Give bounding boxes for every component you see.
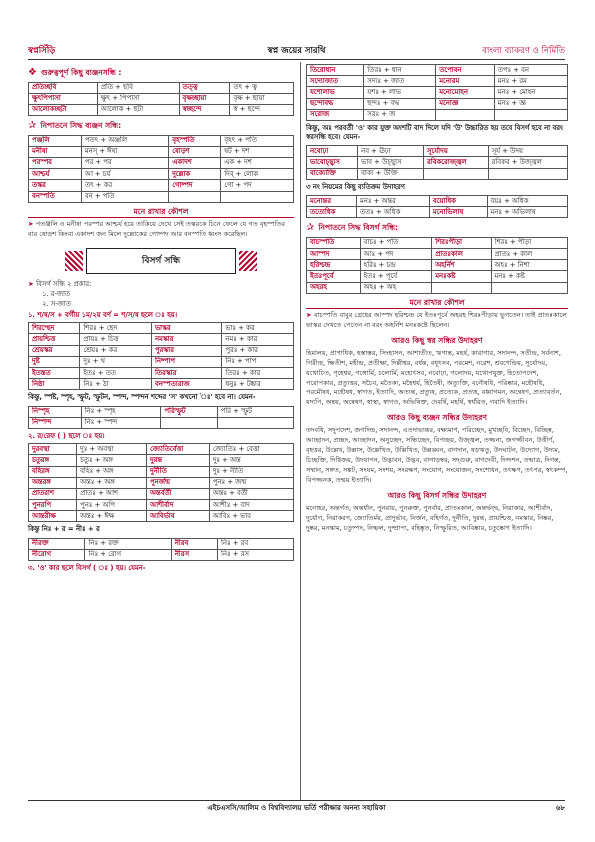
split-cell: আ + চর্য [81, 169, 168, 180]
split-cell: তপঃ + বন [494, 65, 567, 76]
table-row [307, 65, 568, 76]
split-cell: রবিকর + উজ্জ্বল [488, 157, 567, 168]
split-cell: মনস্ + ঈষা [81, 146, 168, 157]
word-cell: দুরবস্থা [29, 444, 77, 455]
examples-text: তদবধি, সদুপদেশ, জগদিন্দ্র, সদানন্দ, এতদাভ্যন্তর, বক্ষ্যমাণ, পরিচ্ছেদ, মুখচ্ছবি, বিচ্ছেদ, বিচ্ছিন্ন, আচ্ছাদন, প্রচ্ছদ, আচ্ছাদন, অনুচ্ছেদ, সন্ধিচ্ছেদ, বিপচ্ছয়, উজ্জ্বল, তজ্জন্য, জগজ্জীবন, উত্তীর্ণ, বৃহত্তর, উল্লেখ, উল্লাস, উল্লেখিত, উল্লিখিত, উল্লঙ্ঘন, বাগদান, ষড়ঋতু, উদঘাটন, উদ্যোগ, উদ্যম, চিচ্ছক্তি, দিগ্বিজয়, উদযাপন, উদ্ভাবন, উদ্ভব, বাগাড়ম্বর, সদ্গুরু, বাগদেবী, দিগ্দশন, তন্মাত্র, দিগন্ত, সম্মান, সঙ্গত, সঙ্কট, সংযম, সংশয়, সংরক্ষণ, সংযোগ, সংযোজন, সংশোধন, তৎক্ষণ, তৎপর, স্বৎকম্প, বিপজ্জনক, তন্ময় ইত্যাদি। [306, 426, 568, 484]
split-cell [491, 282, 568, 293]
word-cell: বাচস্পতি [307, 237, 361, 248]
word-cell: বয়োধিক [429, 196, 487, 207]
tip-text: ➤ বাচস্পতি বাবুর গ্রেহের আস্পদ হরিশ্চন্দ্র যে ইতঃপূর্বে অহরহ শিরঃপীড়ায় ভুগতেন। তাই প্রাতঃকালে ভাস্কর দেখতে পেতেন না বরং অহর্নিশ মনঃকষ্টে ছিলেন। [306, 310, 567, 329]
table-row [307, 168, 568, 179]
split-cell: জ্যোতিঃ + বেত্তা [209, 444, 293, 455]
split-cell: মনঃ + অভিলাষ [487, 207, 568, 218]
split-cell: নিঃ + রব [217, 538, 293, 549]
left-column [28, 64, 294, 575]
split-cell: আবিঃ + ভাব [209, 511, 293, 522]
table-row [29, 180, 294, 191]
word-cell: নবোঢ়া [307, 146, 358, 157]
table-row [307, 260, 568, 271]
word-cell: রবিকরোজ্জ্বল [424, 157, 489, 168]
word-cell: চতুরঙ্গ [29, 455, 77, 466]
split-cell: ভাঃ + কর [222, 323, 294, 334]
split-cell: দুঃ + অবস্থা [77, 444, 147, 455]
word-cell: গোষ্পদ [169, 180, 221, 191]
word-cell: আশীর্বাদ [147, 500, 210, 511]
split-cell: বয়ঃ + অধিক [487, 196, 568, 207]
table-row [307, 98, 568, 109]
split-cell: দিব্ + লোক [221, 169, 294, 180]
header-tagline: স্বপ্ন জয়ের সারথি [267, 46, 326, 56]
word-cell: স্বচ্ছন্দে [179, 104, 230, 115]
split-cell: তৎ + ত্ব [230, 82, 294, 93]
example-table [306, 195, 568, 218]
word-cell: শ্রেয়স্কর [29, 345, 80, 356]
word-cell: আন্তরীক্ষ [29, 511, 77, 522]
table-row [29, 444, 294, 455]
split-cell: শিরঃ + পীড়া [491, 237, 568, 248]
split-cell: নিঃ + স্পৃহ [81, 406, 161, 417]
table-row [29, 135, 294, 146]
header-brand: স্বপ্নসিঁড়ি [28, 46, 56, 56]
table-row [29, 323, 294, 334]
rule-text: ৩. 'ও' কার ছলে বিসর্গ ( ঃ ) হয়। যেমন- [28, 563, 146, 572]
word-cell: নিস্পৃহ [29, 406, 82, 417]
split-cell: মনঃ + অন্তর [357, 196, 430, 207]
example-table [28, 538, 294, 561]
split-cell: পতৎ + অঞ্জলি [81, 135, 168, 146]
split-cell: ষট + দশ [221, 146, 294, 157]
word-cell: বৃহস্পতি [169, 135, 221, 146]
word-cell: প্রাতরাশ [29, 488, 77, 499]
word-cell: বনস্পতি [29, 191, 82, 202]
word-cell: হরিশ্চন্দ্র [307, 260, 361, 271]
split-cell: প্রাতঃ + আশ [77, 488, 147, 499]
word-cell: মনোরম [436, 76, 495, 87]
split-cell: অন্তঃ + অঙ্গ [77, 477, 147, 488]
split-cell: মনঃ + জ্ঞ [494, 98, 567, 109]
split-cell: নিঃ + রোগ [85, 549, 171, 560]
word-cell: প্রায়শ্চিত্ত [29, 334, 80, 345]
split-cell: এক + দশ [221, 157, 294, 168]
word-cell: সূর্যোদয় [424, 146, 489, 157]
word-cell [169, 191, 221, 202]
tip-title: মনে রাখার কৌশল [28, 207, 294, 218]
word-cell: ষোড়শ [169, 146, 221, 157]
star-icon: ✰ [306, 222, 315, 234]
word-cell: তিরোধান [307, 65, 364, 76]
word-cell [161, 417, 217, 428]
word-cell: নীরস [171, 549, 217, 560]
split-cell [221, 191, 294, 202]
split-cell: অহঃ + নিশা [491, 260, 568, 271]
split-cell: পর + পর [81, 157, 168, 168]
split-cell: নিঃ + পাপ [222, 356, 294, 367]
table-row [29, 379, 294, 390]
word-cell: পঞ্জলি [29, 135, 82, 146]
example-table [28, 443, 294, 522]
split-cell: তিরঃ + কার [222, 368, 294, 379]
table-row [307, 196, 568, 207]
example-table [28, 135, 294, 203]
split-cell: বাচঃ + পতি [360, 237, 432, 248]
word-cell: অহর্নিশ [432, 260, 491, 271]
example-table [306, 145, 568, 180]
word-cell: অন্তর্বর্তী [147, 488, 210, 499]
split-cell: আশীঃ + বাদ [209, 500, 293, 511]
table-row [307, 271, 568, 282]
split-cell: মনঃ + কষ্ট [491, 271, 568, 282]
table-row [29, 549, 294, 560]
split-cell: পুনঃ + অপি [77, 500, 147, 511]
word-cell: তস্কর [29, 180, 82, 191]
split-cell: পরি + স্ফুট [217, 406, 293, 417]
word-cell: আলোকচ্ছটা [29, 104, 98, 115]
word-cell: নীরব [171, 538, 217, 549]
column-divider [300, 62, 301, 800]
note-text: কিন্তু, অঃ পরবর্তী 'ও' কার যুক্ত অংশটি বাদ দিলে যদি 'উ' উচ্চারিত হয় তবে বিসর্গ হবে না বরং স্বরসন্ধি হবে। যেমন- [306, 123, 563, 142]
examples-heading: আরও কিছু ব্যঞ্জন সন্ধির উদাহরণ [387, 413, 487, 423]
table-row [307, 76, 568, 87]
split-cell: ইতঃ + তত [80, 368, 152, 379]
word-cell: বনস্পত্যরাজ [151, 379, 221, 390]
table-row [307, 109, 568, 120]
table-row [29, 191, 294, 202]
word-cell: নিষ্ঠা [29, 379, 80, 390]
section-title: ✰ নিপাতনে সিদ্ধ বিসর্গ সন্ধি: [306, 222, 399, 234]
word-cell: দুল্লোক [169, 169, 221, 180]
word-cell: একাদশ [169, 157, 221, 168]
split-cell: পুনঃ + জন্ম [209, 477, 293, 488]
word-cell: জ্যোতির্বেত্তা [147, 444, 210, 455]
word-cell: প্রাতঃকাল [432, 249, 491, 260]
note-text: কিন্তু নিঃ + র = নীঃ + র [28, 525, 100, 534]
split-cell: চতুঃ + অঙ্গ [77, 455, 147, 466]
table-row [307, 146, 568, 157]
example-table [28, 322, 294, 390]
split-cell: অহঃ + অহ [360, 282, 432, 293]
examples-text: হিমালয়, প্রাণাধিক, হস্তাস্তর, সিংহাসন, আশাতীত, ঋণান্ত, মহর্ষ, কারাগার, সদানন্দ, সতীন্দ্র, সর্বনাশ, গিরীন্দ্র, ক্ষিতীশ, মহীন্দ্র, প্রতীক্ষা, দিল্লীশ্বর, বর্ধন্ত, বধূৎসব, পরমেশ, নরেশ, শ্রবণেন্দ্রিয়, সূর্যোদয়, যথোচিত, গৃহেশ্বর, গঙ্গোর্মি, চলোর্মি, মহোৎসব, নবোঢ়া, গলোদয়, যথোপযুক্ত, হিতোপদেশ, পরোপকার, প্রত্যুত্তর, সচৈব, মতৈক্য, মহৈশ্বর্য, হিতৈষী, অত্যুক্তি, বনৌষধি, পরিষ্কার, মহৌষধি, পরমৌষধ, মহৌষধ, স্বাগত, ইত্যাদি, অত্যন্ত, প্রত্যুষ, প্রত্যেক, প্রত্যহ, বধ্বাগমন, অন্বেষণ, প্রত্যাবর্তন, যদ্যপি, অন্বয়, অন্বেষণ, স্বাস্থ্য, স্বাগত, অভিষিক্ত, দেবর্ষি, মহর্ষি, স্বর্ধরিত, গবাদি ইত্যাদি। [306, 348, 562, 407]
split-cell [494, 109, 567, 120]
split-cell: সরঃ + জ [364, 109, 436, 120]
word-cell: নিস্পন্দ [29, 417, 82, 428]
word-cell: পুনরপি [29, 500, 77, 511]
word-cell [424, 168, 489, 179]
type-item: ১. র-জাত [42, 289, 71, 298]
split-cell: অন্তঃ + বর্তী [209, 488, 293, 499]
split-cell: নিঃ + রস [217, 549, 293, 560]
word-cell: পুনর্জন্ম [147, 477, 210, 488]
page-footer [28, 800, 565, 812]
word-cell: সদ্যোজাত [307, 76, 364, 87]
header-rule [28, 59, 565, 60]
word-cell: দুর্নীতি [147, 466, 210, 477]
tip-text: ➤ পতঞ্জলি ও মনীষা পরস্পর আশ্চর্য হয়ে তাকিয়ে দেখে সেই তস্করকে চিনে ফেলে যে গত বৃহস্পতির বার ষোড়শ কিংবা একাদশ জন মিলে দুল্লোকের গোষ্পদ আর বনস্পতি ধ্বংস করেছিল। [28, 219, 285, 238]
star-icon: ✰ [28, 120, 37, 132]
split-cell: বন + পতি [81, 191, 168, 202]
section-title: ৩ নং নিয়মের কিছু ব্যতিক্রম উদাহরণ [306, 182, 405, 191]
word-cell: অন্তরঙ্গ [29, 477, 77, 488]
split-cell: ভাব + উচ্ছ্বাস [358, 157, 424, 168]
arrow-icon: ➤ [306, 310, 314, 319]
arrow-icon: ➤ [28, 279, 37, 288]
split-cell: ছন্দঃ + বদ্ধ [364, 98, 436, 109]
split-cell: ধনুঃ + টঙ্কার [222, 379, 294, 390]
word-cell: নীরোগ [29, 549, 85, 560]
word-cell [436, 109, 495, 120]
word-cell: পরস্পর [29, 157, 82, 168]
header-subject: বাংলা ব্যাকরণ ও নির্মিতি [482, 46, 565, 56]
table-row [29, 455, 294, 466]
table-row [29, 406, 294, 417]
split-cell: শ্রেয়ঃ + কর [80, 345, 152, 356]
section-title: ❖ গুরুত্বপূর্ণ কিছু ব্যঞ্জনসন্ধি : [28, 67, 122, 78]
examples-text: মনোহর, অন্তর্গত, অন্তর্ধান, পুনরায়, পুনরুক্ত, পুনর্বার, প্রাতঃকাল, অন্তর্দ্বন্দ্ব, নিরাকার, আশীর্বাদ, দুর্যোগ, নিরাকরণ, জ্যোতির্ময়, প্রাদুর্ভাব, নির্জন, বহির্গত, দুর্নীতি, দুরন্ত, প্রায়শ্চিত্ত, নমস্কার, নিষ্কর, দুষ্কর, মনস্কাম, চতুষ্পদ, নিষ্ফল, দুষ্প্রাপ্য, বহিষ্কৃত, নিস্ফুরিত, আবিষ্কার, চতুষ্কোণ ইত্যাদি। [306, 503, 554, 532]
split-cell: তৎ + কর [81, 180, 168, 191]
split-cell: হরিঃ + চন্দ্র [360, 260, 432, 271]
table-row [29, 466, 294, 477]
table-row [29, 104, 294, 115]
split-cell: আলোক + ছটা [97, 104, 179, 115]
table-row [307, 249, 568, 260]
table-row [29, 477, 294, 488]
split-cell: নিঃ + রক্ত [85, 538, 171, 549]
split-cell: শিরঃ + ছেদ [80, 323, 152, 334]
split-cell: তিরঃ + ধান [364, 65, 436, 76]
split-cell: ততঃ + অধিক [357, 207, 430, 218]
word-cell: মনোন্তর [307, 196, 357, 207]
table-row [29, 345, 294, 356]
word-cell: ভাবোচ্ছ্বাস [307, 157, 358, 168]
example-table [306, 64, 568, 121]
split-cell: সদ্যঃ + জাত [364, 76, 436, 87]
word-cell: ততোধিক [307, 207, 357, 218]
section-title: ✰ নিপাতনে সিদ্ধ ব্যঞ্জন সন্ধি: [28, 120, 122, 132]
split-cell: পুরঃ + কার [222, 345, 294, 356]
split-cell [217, 417, 293, 428]
split-cell: নমঃ + কার [222, 334, 294, 345]
table-row [29, 368, 294, 379]
rule-text: ১. শ/ষ/স + বর্গীয় ১ম/২য় বর্ণ = শ/স/ষ ছলে ঃ হয়। [28, 311, 178, 320]
split-cell: বহিঃ + অঙ্গ [77, 466, 147, 477]
example-table [28, 82, 294, 117]
split-cell: যশঃ + লাভ [364, 87, 436, 98]
page-number: ৬৮ [555, 804, 565, 812]
table-row [307, 237, 568, 248]
split-cell: দুঃ + অন্ত [209, 455, 293, 466]
word-cell: আশ্চর্য [29, 169, 82, 180]
table-row [307, 157, 568, 168]
table-row [29, 82, 294, 93]
table-row [29, 157, 294, 168]
split-cell: স্ব + ছন্দে [230, 104, 294, 115]
word-cell: যশোলাভ [307, 87, 364, 98]
table-row [307, 282, 568, 293]
note-text: কিন্তু, স্পষ্ট, স্পৃহ, স্ফুট, স্ফুটন, স্পন্দ, স্পন্দন শব্দের 'স' কখনো 'ঃ' হবে না। যেমন- [28, 393, 256, 402]
word-cell: ভাস্কর [151, 323, 221, 334]
table-row [29, 538, 294, 549]
split-cell: মনঃ + মোহন [494, 87, 567, 98]
word-cell: সরোজ [307, 109, 364, 120]
split-cell: ইতঃ + পূর্বে [360, 271, 432, 282]
split-cell: দুঃ + নীতি [209, 466, 293, 477]
table-row [29, 93, 294, 104]
examples-heading: আরও কিছু বিসর্গ সন্ধির উদাহরণ [387, 490, 487, 500]
word-cell: নিষ্পাপ [151, 356, 221, 367]
table-row [29, 511, 294, 522]
word-cell: অহরহ [307, 282, 361, 293]
word-cell: পুরস্কার [151, 345, 221, 356]
split-cell: বাক্য + উক্তি [358, 168, 424, 179]
split-cell: মনঃ + রম [494, 76, 567, 87]
word-cell: বৃক্ষচ্ছায়া [179, 93, 230, 104]
split-cell: দুঃ + থ [80, 356, 152, 367]
word-cell [432, 282, 491, 293]
word-cell: ইতস্তত [29, 368, 80, 379]
word-cell: ক্ষুৎপিপাসা [29, 93, 98, 104]
word-cell: মনোজ্ঞ [436, 98, 495, 109]
table-row [29, 334, 294, 345]
split-cell: অন্তঃ + ঈক্ষ [77, 511, 147, 522]
word-cell: প্রতিচ্ছবি [29, 82, 98, 93]
table-row [29, 488, 294, 499]
intro-text: ➤ বিসর্গ সন্ধি ২ প্রকার: [28, 279, 92, 288]
word-cell: বাক্যোক্তি [307, 168, 358, 179]
word-cell: বহিরঙ্গ [29, 466, 77, 477]
word-cell: তত্ত্ব [179, 82, 230, 93]
split-cell: নিঃ + ঠা [80, 379, 152, 390]
right-column [306, 64, 568, 536]
word-cell: তিরস্কার [151, 368, 221, 379]
word-cell: মনোমোহন [436, 87, 495, 98]
type-item: ২. স-জাত [42, 299, 71, 308]
table-row [29, 169, 294, 180]
split-cell: সূর্য + উদয় [488, 146, 567, 157]
table-row [29, 146, 294, 157]
word-cell: নীরক্ত [29, 538, 85, 549]
split-cell: প্রাতঃ + কাল [491, 249, 568, 260]
footer-text: এইচএসসি/আলিম ও বিশ্ববিদ্যালয় ভর্তি পরীক্ষার অনন্য সহায়িকা [207, 804, 386, 812]
table-row [29, 417, 294, 428]
word-cell: দুষ্ট [29, 356, 80, 367]
split-cell: বৃহৎ + পতি [221, 135, 294, 146]
split-cell [488, 168, 567, 179]
word-cell: দুরন্ত [147, 455, 210, 466]
word-cell: শিরশ্ছেদ [29, 323, 80, 334]
word-cell: মনোভিলাষ [429, 207, 487, 218]
split-cell: বৃক্ষ + ছায়া [230, 93, 294, 104]
table-row [29, 356, 294, 367]
example-table [306, 237, 568, 294]
examples-heading: আরও কিছু স্বর সন্ধির উদাহরণ [391, 335, 483, 345]
table-row [307, 207, 568, 218]
split-cell: প্রতি + ছবি [97, 82, 179, 93]
example-table [28, 406, 294, 429]
split-cell: আঃ + পদ [360, 249, 432, 260]
word-cell: তপোবন [436, 65, 495, 76]
running-header [28, 44, 565, 58]
split-cell: গো + পদ [221, 180, 294, 191]
word-cell: মনঃকষ্ট [432, 271, 491, 282]
word-cell: নমস্কার [151, 334, 221, 345]
star-icon: ❖ [28, 67, 37, 78]
arrow-icon: ➤ [28, 219, 36, 228]
tip-title: মনে রাখার কৌশল [306, 298, 568, 309]
word-cell: আবির্ভাব [147, 511, 210, 522]
table-row [307, 87, 568, 98]
word-cell: আস্পদ [307, 249, 361, 260]
split-cell: ক্ষুৎ + পিপাসা [97, 93, 179, 104]
word-cell: ইতঃপূর্বে [307, 271, 361, 282]
rule-text: ২. র/রেফ ( ) ছলে ঃ হয়। [28, 431, 105, 440]
word-cell: মনীষা [29, 146, 82, 157]
table-row [29, 500, 294, 511]
split-cell: নব + ঊঢ়া [358, 146, 424, 157]
split-cell: নিঃ + স্পন্দ [81, 417, 161, 428]
word-cell: পরিস্ফুট [161, 406, 217, 417]
split-cell: প্রায়ঃ + চিত্ত [80, 334, 152, 345]
word-cell: শিরঃপীড়া [432, 237, 491, 248]
word-cell: ছন্দোবদ্ধ [307, 98, 364, 109]
chapter-banner: বিসর্গ সন্ধি [86, 248, 236, 274]
